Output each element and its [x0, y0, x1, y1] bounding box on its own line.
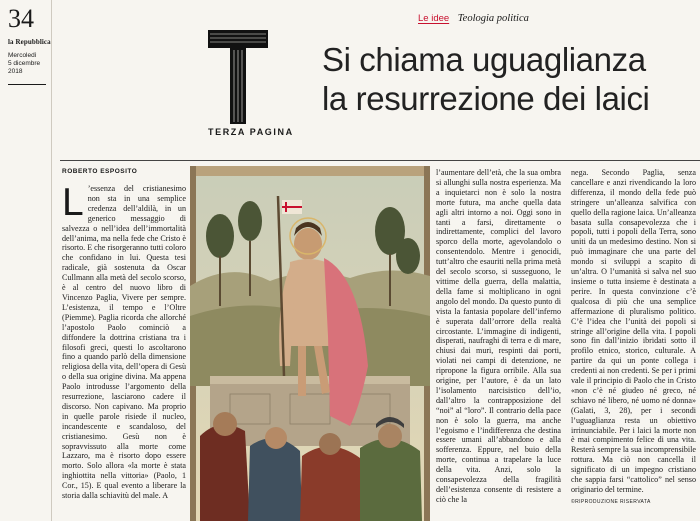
drop-cap: L [62, 184, 84, 224]
section-subtitle: Teologia politica [457, 13, 529, 24]
article-column-2-text: l’aumentare dell’età, che la sua ombra si allunghi sulla nostra esperienza. Ma a inquietarci non è solo la nostra morte futura, ma anche quella data agli altri intorno a noi. Oggi sono in tanti a farsi, direttamente o indirettamente, complici del lavoro sporco della morte, agevolandolo o consentendolo. Mentre i genocidi, tutt’altro che esauriti nella prima metà del secolo scorso, si susseguono, le vittime della guerra, della malattia, della fame si moltiplicano in ogni angolo del mondo. Da questo punto di vista la fantasia popolare dell’inferno è superata dall’orrore della realtà circostante. L’immagine di indigenti, disperati, naufraghi di terra e di mare, chiusi dai muri, respinti dai porti, violati nei campi di detenzione, ne ripropone la figura orribile. Alla sua origine, per l’autore, è da un lato l’isolamento narcisistico dell’io, dall’altro la contrapposizione del “noi” al “loro”. Il contrario della pace non è solo la guerra, ma anche l’egoismo e l’indifferenza che destina essere umani all’abbandono e alla sofferenza. Eppure, nel buio della morte, continua a trapelare la luce della vita. Anzi, solo la consapevolezza della fragilità dell’esistenza consente di resistere a ciò che la [436, 168, 561, 504]
folio [0, 0, 52, 521]
byline: ROBERTO ESPOSITO [62, 168, 138, 175]
article-column-3-text: nega. Secondo Paglia, senza cancellare e anzi rivendicando la loro differenza, il mondo della fede può stringere un’alleanza salvifica con quello della ragione laica. Un’alleanza basata sulla consapevolezza che i popoli, tutti i popoli della Terra, sono uniti da un medesimo destino. Non si può immaginare che una parte del mondo si sviluppi a scapito di un’altra. O l’umanità si salva nel suo insieme o tutta insieme è destinata a perire. In questa convinzione c’è qualcosa di più che una semplice affermazione di pluralismo politico. C’è l’idea che l’unità dei popoli si stringe all’origine della vita. I popoli sono fin dall’inizio ibridati sotto il profilo etnico, storico, culturale. A partire da qui un ponte collega i credenti ai non credenti. Se per i primi vale il principio di Paolo che in Cristo «non c’è né giudeo né greco, né schiavo né libero, né uomo né donna» (Galati, 3, 28), per i secondi l’uguaglianza resta un obiettivo irrinunciabile. Per i laici la morte non è mai compimento felice di una vita. Resterà sempre la sua incomprensibile rottura. Ma ciò non cancella il significato di un impegno cristiano che sappia farsi “cattolico” nel senso originario del termine. [571, 168, 696, 494]
section-tag-link[interactable]: Le idee [418, 13, 450, 24]
folio-rule [8, 84, 46, 85]
section-name: TERZA PAGINA [208, 127, 294, 137]
issue-weekday: Mercoledì [8, 52, 37, 59]
t-logo-icon [208, 30, 268, 124]
headline-line-2: la resurrezione dei laici [322, 80, 650, 117]
article-column-2 [436, 168, 561, 521]
headline [322, 40, 694, 118]
issue-year: 2018 [8, 68, 23, 75]
section-logo [208, 30, 306, 138]
article-top-rule [60, 160, 700, 161]
kicker [418, 13, 529, 24]
issue-date: 5 dicembre [8, 60, 41, 67]
article-column-1-text: ’essenza del cristianesimo non sta in una semplice credenza dell’aldilà, in un generico messaggio di salvezza o nell’idea dell’immortalità dell’anima, ma nella fede che Cristo è risorto. E che risorgeranno tutti coloro che confidano in lui. Questa tesi radicale, già sostenuta da Oscar Cullmann alla metà del secolo scorso, è al centro del nuovo libro di Vincenzo Paglia, Vivere per sempre. L’esistenza, il tempo e l’Oltre (Piemme). Paglia ricorda che allorché l’apostolo Paolo cominciò a diffondere la dottrina cristiana tra i filosofi greci, questi lo ascoltarono fino a quando parlò della dimensione religiosa della vita, dell’opera di Gesù o della sua origine divina. Ma appena Paolo introdusse l’argomento della resurrezione, lasciarono cadere il discorso. Non capivano. Ma proprio in quelle parole risiede il nucleo, incandescente e scandaloso, del cristianesimo. Gesù non è sopravvissuto alla morte come Lazzaro, ma è risorto dopo essere morto. Solo allora «la morte è stata inghiottita nella vittoria» (Paolo, 1 Cor., 15). E qual evento a liberare la storia dalla schiavitù del male. A [62, 184, 186, 501]
resurrection-painting [190, 166, 430, 521]
copyright-notice: ©RIPRODUZIONE RISERVATA [571, 498, 651, 505]
article-column-1 [62, 184, 186, 521]
headline-line-1: Si chiama uguaglianza [322, 41, 646, 78]
page-number: 34 [8, 4, 34, 33]
newspaper-name: la Repubblica [8, 38, 51, 46]
article-column-3 [571, 168, 696, 521]
